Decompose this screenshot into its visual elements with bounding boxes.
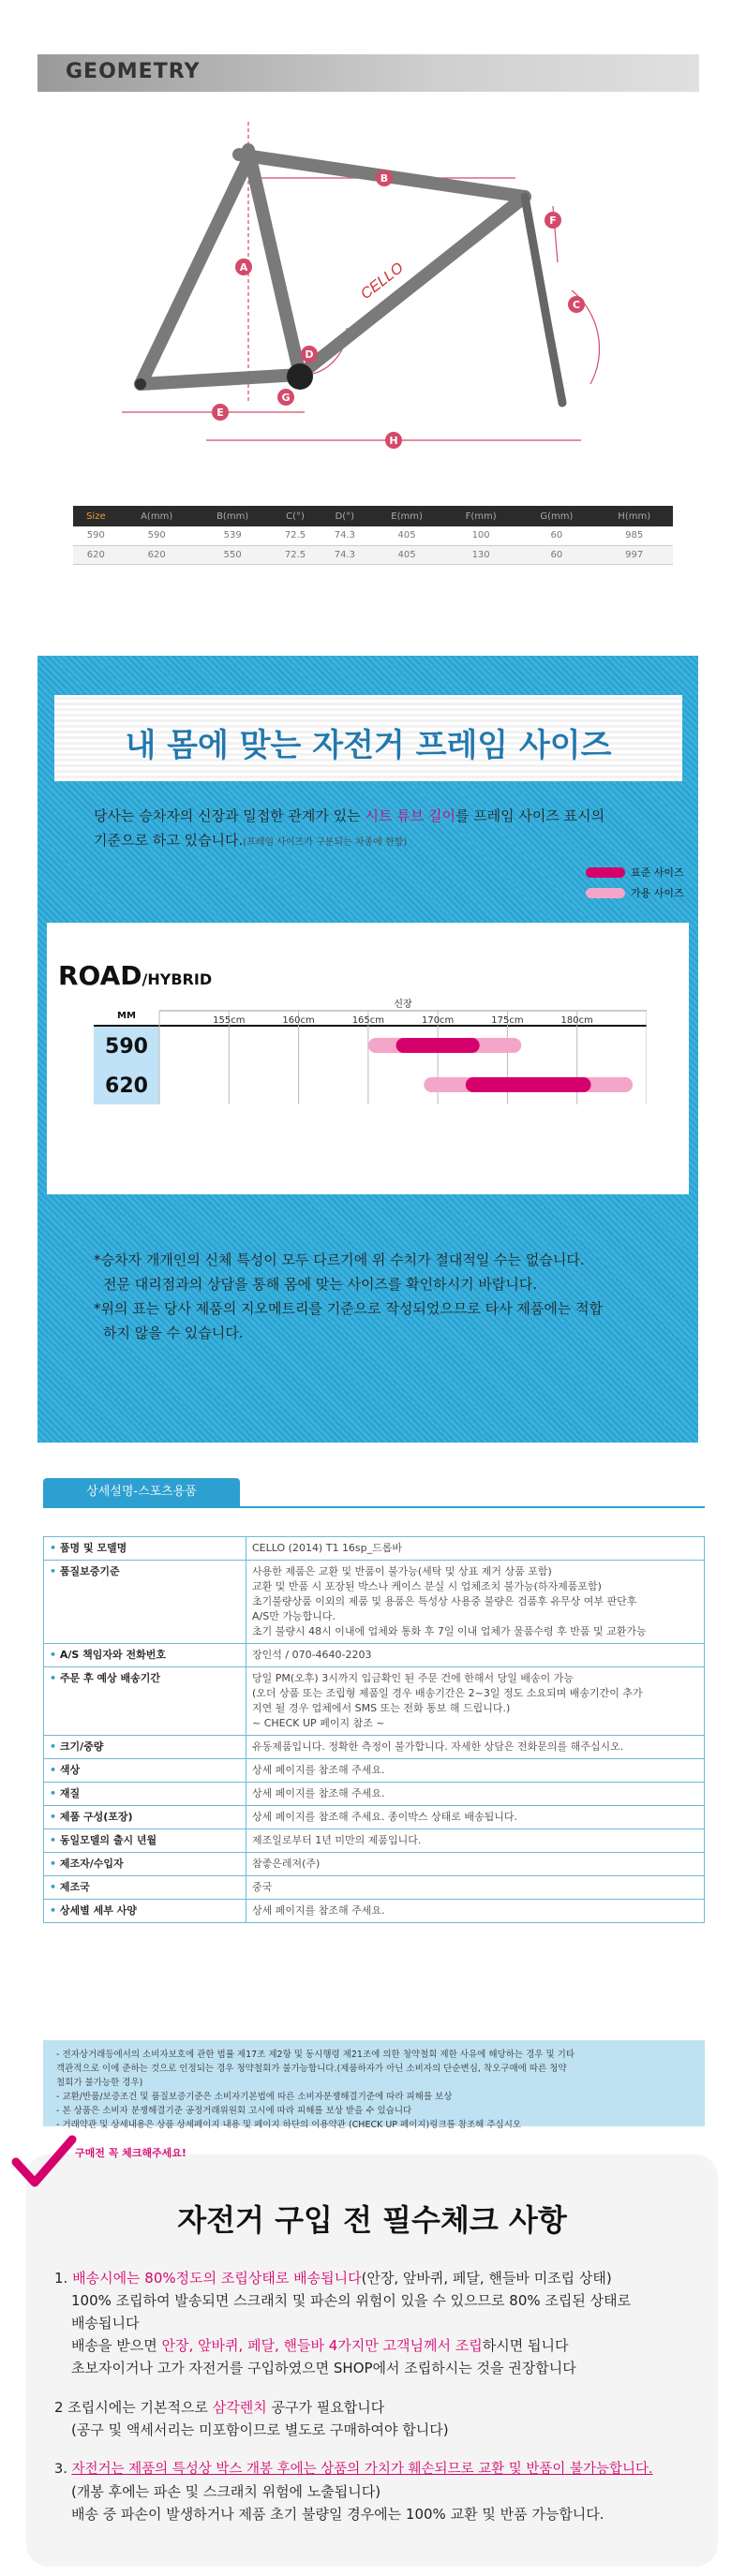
spec-key: • 품명 및 모델명 <box>44 1537 246 1561</box>
table-row <box>73 526 673 545</box>
checklist-title: 자전거 구입 전 필수체크 사항 <box>177 2202 567 2238</box>
checklist-items <box>54 2267 701 2542</box>
frame-geometry-diagram <box>84 103 665 478</box>
standard-size-bar <box>466 1077 591 1092</box>
table-cell: 60 <box>517 526 595 545</box>
spec-row <box>44 1900 705 1923</box>
desc-note: (프레임 사이즈가 구분되는 차종에 한함) <box>243 837 408 848</box>
spec-row <box>44 1876 705 1900</box>
frame-size-description <box>94 804 656 855</box>
spec-value: 사용한 제품은 교환 및 반품이 불가능(세탁 및 상표 제거 상품 포함) 교환 및 반품 시 포장된 박스나 케이스 분실 시 업체조치 불가능(하자제품포함) 초기불량상품 이외의 제품 및 용품은 특성상 사용중 불량은 검품후 유무상 여부 판단후 A/S만 가능합니다. 초기 불량시 48시 이내에 업체와 통화 후 7일 이내 업체가 물품수령 후 반품 및 교환가능 <box>246 1561 705 1644</box>
spec-value: 참좋은레져(주) <box>246 1853 705 1876</box>
label-b <box>376 170 393 186</box>
table-cell: 590 <box>73 526 119 545</box>
desc-highlight: 시트 튜브 길이 <box>365 807 455 824</box>
table-cell: 590 <box>119 526 195 545</box>
col-mm-label: MM <box>117 1011 136 1021</box>
spec-row <box>44 1853 705 1876</box>
size-chart <box>94 998 647 1185</box>
table-cell: 405 <box>369 526 444 545</box>
size-chart-title <box>58 960 212 991</box>
spec-row <box>44 1806 705 1829</box>
spec-key: • 상세별 세부 사양 <box>44 1900 246 1923</box>
notice-line: 철회가 불가능한 경우) <box>56 2078 143 2088</box>
legend-label: 표준 사이즈 <box>631 866 684 879</box>
item-number: 3. <box>54 2462 72 2477</box>
size-label: 620 <box>105 1074 148 1098</box>
spec-value: 중국 <box>246 1876 705 1900</box>
item-text: 공구가 필요합니다 <box>266 2399 385 2416</box>
table-cell: 72.5 <box>271 545 321 564</box>
spec-row <box>44 1667 705 1736</box>
spec-key: • 색상 <box>44 1759 246 1783</box>
spec-row <box>44 1829 705 1853</box>
spec-value: 상세 페이지를 참조해 주세요. 종이박스 상태로 배송됩니다. <box>246 1806 705 1829</box>
spec-table <box>43 1536 705 1923</box>
spec-row <box>44 1736 705 1759</box>
spec-key: • 제품 구성(포장) <box>44 1806 246 1829</box>
spec-key: • A/S 책임자와 전화번호 <box>44 1644 246 1667</box>
col-header: C(°) <box>271 506 321 526</box>
col-header: F(mm) <box>444 506 517 526</box>
height-tick-label: 165cm <box>351 1015 385 1026</box>
spec-value: 장인석 / 070-4640-2203 <box>246 1644 705 1667</box>
spec-key: • 동일모델의 출시 년월 <box>44 1829 246 1853</box>
checklist-badge: 구매전 꼭 체크해주세요! <box>75 2147 186 2159</box>
col-header: B(mm) <box>195 506 271 526</box>
svg-text:A: A <box>239 261 248 274</box>
road-title: ROAD <box>58 960 142 991</box>
label-c <box>568 296 585 313</box>
note-line: 전문 대리점과의 상담을 통해 몸에 맞는 사이즈를 확인하시기 바랍니다. <box>103 1276 538 1293</box>
item-text: (안장, 앞바퀴, 페달, 핸들바 미조립 상태) <box>361 2270 612 2287</box>
svg-text:C: C <box>572 299 581 311</box>
spec-value: CELLO (2014) T1 16sp_드롭바 <box>246 1537 705 1561</box>
item-highlight: 배송시에는 80%정도의 조립상태로 배송됩니다 <box>72 2270 362 2287</box>
spec-value: 상세 페이지를 참조해 주세요. <box>246 1783 705 1806</box>
table-cell: 100 <box>444 526 517 545</box>
checklist-item-3 <box>54 2458 701 2525</box>
item-text: 배송 중 파손이 발생하거나 제품 초기 불량일 경우에는 100% 교환 및 반품 가능합니다. <box>71 2506 604 2523</box>
table-cell: 539 <box>195 526 271 545</box>
item-text: 100% 조립하여 발송되면 스크래치 및 파손의 위험이 있을 수 있으므로 80% 조립된 상태로 <box>71 2292 632 2309</box>
col-header: A(mm) <box>119 506 195 526</box>
label-e <box>212 404 229 421</box>
spec-value: 제조일로부터 1년 미만의 제품입니다. <box>246 1829 705 1853</box>
desc-text: 당사는 승차자의 신장과 밀접한 관계가 있는 <box>94 807 361 824</box>
col-header: D(°) <box>320 506 369 526</box>
checklist-item-1 <box>54 2267 701 2379</box>
spec-key: • 품질보증기준 <box>44 1561 246 1644</box>
col-header: E(mm) <box>369 506 444 526</box>
note-line: *승차자 개개인의 신체 특성이 모두 다르기에 위 수치가 절대적일 수는 없습니다. <box>94 1251 585 1268</box>
spec-row <box>44 1644 705 1667</box>
col-header: H(mm) <box>595 506 673 526</box>
col-header: Size <box>73 506 119 526</box>
item-highlight: 삼각렌치 <box>212 2399 267 2416</box>
table-cell: 74.3 <box>320 526 369 545</box>
check-mark-icon <box>11 2134 77 2190</box>
col-header: G(mm) <box>517 506 595 526</box>
frame-size-title: 내 몸에 맞는 자전거 프레임 사이즈 <box>125 727 612 764</box>
frame-brand-logo: CELLO <box>357 259 407 303</box>
size-label: 590 <box>105 1035 148 1059</box>
checklist-item-2 <box>54 2396 701 2441</box>
item-text: 2 조립시에는 기본적으로 <box>54 2399 213 2416</box>
label-f <box>545 212 561 229</box>
standard-size-bar <box>396 1038 480 1053</box>
bottom-bracket <box>287 363 313 390</box>
item-text: (공구 및 액세서리는 미포함이므로 별도로 구매하여야 합니다) <box>71 2421 449 2438</box>
rear-dropout <box>135 378 146 390</box>
table-cell: 60 <box>517 545 595 564</box>
table-cell: 130 <box>444 545 517 564</box>
road-subtitle: /HYBRID <box>142 970 213 988</box>
geometry-table <box>73 506 673 565</box>
svg-text:F: F <box>549 215 557 227</box>
spec-row <box>44 1537 705 1561</box>
svg-text:B: B <box>380 172 389 185</box>
spec-value: 유동제품입니다. 정확한 측정이 불가합니다. 자세한 상담은 전화문의를 해주십시오. <box>246 1736 705 1759</box>
height-tick-label: 170cm <box>421 1015 455 1026</box>
legend-swatch-standard <box>586 867 625 878</box>
desc-text: 를 프레임 사이즈 표시의 <box>455 807 605 824</box>
label-h <box>385 432 402 449</box>
svg-text:D: D <box>305 348 314 361</box>
item-text: 초보자이거나 고가 자전거를 구입하였으면 SHOP에서 조립하시는 것을 권장합니다 <box>71 2360 576 2376</box>
spec-tab[interactable]: 상세설명-스포츠용품 <box>43 1478 240 1506</box>
height-tick-label: 175cm <box>491 1015 524 1026</box>
height-tick-label: 180cm <box>560 1015 593 1026</box>
height-tick-label: 155cm <box>213 1015 246 1026</box>
note-line: *위의 표는 당사 제품의 지오메트리를 기준으로 작성되었으므로 타사 제품에는 적합 <box>94 1300 604 1317</box>
notice-line: - 교환/반품/보증조건 및 품질보증기준은 소비자기본법에 따른 소비자분쟁해결기준에 따라 피해를 보상 <box>56 2092 453 2102</box>
spec-key: • 제조자/수입자 <box>44 1853 246 1876</box>
table-cell: 620 <box>119 545 195 564</box>
col-height-label: 신장 <box>394 999 412 1010</box>
svg-text:G: G <box>281 392 291 404</box>
spec-tab-line <box>43 1506 705 1508</box>
height-tick-label: 160cm <box>282 1015 315 1026</box>
note-line: 하지 않을 수 있습니다. <box>103 1325 244 1341</box>
notice-line: - 거래약관 및 상세내용은 상품 상세페이지 내용 및 페이지 하단의 이용약관 (CHECK UP 페이지)링크를 참조해 주십시오 <box>56 2120 522 2130</box>
spec-key: • 크기/중량 <box>44 1736 246 1759</box>
table-cell: 997 <box>595 545 673 564</box>
table-cell: 550 <box>195 545 271 564</box>
item-highlight: 안장, 앞바퀴, 페달, 핸들바 4가지만 고객님께서 조립 <box>161 2337 483 2354</box>
desc-text: 기준으로 하고 있습니다. <box>94 832 244 849</box>
svg-text:H: H <box>389 435 398 447</box>
spec-row <box>44 1783 705 1806</box>
table-cell: 72.5 <box>271 526 321 545</box>
size-legend <box>586 862 684 903</box>
spec-value: 당일 PM(오후) 3시까지 입금확인 된 주문 건에 한해서 당일 배송이 가능 (오더 상품 또는 조립형 제품일 경우 배송기간은 2~3일 정도 소요되며 배송기간이 추가 지연 될 경우 업체에서 SMS 또는 전화 통보 해 드립니다.) ~ CHECK UP 페이지 참조 ~ <box>246 1667 705 1736</box>
spec-row <box>44 1759 705 1783</box>
legend-label: 가용 사이즈 <box>631 887 684 899</box>
table-row <box>73 545 673 564</box>
spec-value: 상세 페이지를 참조해 주세요. <box>246 1759 705 1783</box>
spec-notice <box>43 2040 705 2130</box>
legend-swatch-available <box>586 888 625 898</box>
item-highlight: 자전거는 제품의 특성상 박스 개봉 후에는 상품의 가치가 훼손되므로 교환 및 반품이 불가능합니다. <box>71 2462 653 2477</box>
label-g <box>277 389 294 406</box>
label-a <box>235 259 252 275</box>
frame-size-notes <box>94 1248 656 1345</box>
item-text: (개봉 후에는 파손 및 스크래치 위험에 노출됩니다) <box>71 2483 381 2500</box>
item-number: 1. <box>54 2270 73 2287</box>
spec-key: • 제조국 <box>44 1876 246 1900</box>
spec-key: • 재질 <box>44 1783 246 1806</box>
item-text: 배송을 받으면 <box>71 2337 162 2354</box>
geometry-table-header <box>73 506 673 526</box>
table-cell: 620 <box>73 545 119 564</box>
table-cell: 985 <box>595 526 673 545</box>
item-text: 배송됩니다 <box>71 2315 140 2332</box>
svg-text:E: E <box>216 407 224 419</box>
spec-value: 상세 페이지를 참조해 주세요. <box>246 1900 705 1923</box>
bike-frame <box>141 150 525 384</box>
notice-line: - 본 상품은 소비자 분쟁해결기준 공정거래위원회 고시에 따라 피해를 보상 받을 수 있습니다 <box>56 2106 412 2116</box>
geometry-title: GEOMETRY <box>66 60 201 83</box>
table-cell: 405 <box>369 545 444 564</box>
item-text: 하시면 됩니다 <box>482 2337 569 2354</box>
table-cell: 74.3 <box>320 545 369 564</box>
notice-line: 객관적으로 이에 준하는 것으로 인정되는 경우 청약철회가 불가능합니다.(제품하자가 아닌 소비자의 단순변심, 착오구매에 따른 청약 <box>56 2064 567 2074</box>
label-d <box>301 346 318 363</box>
notice-line: - 전자상거래등에서의 소비자보호에 관한 법률 제17조 제2항 및 동시행령 제21조에 의한 청약철회 제한 사유에 해당하는 경우 및 기타 <box>56 2050 575 2060</box>
spec-key: • 주문 후 예상 배송기간 <box>44 1667 246 1736</box>
spec-row <box>44 1561 705 1644</box>
